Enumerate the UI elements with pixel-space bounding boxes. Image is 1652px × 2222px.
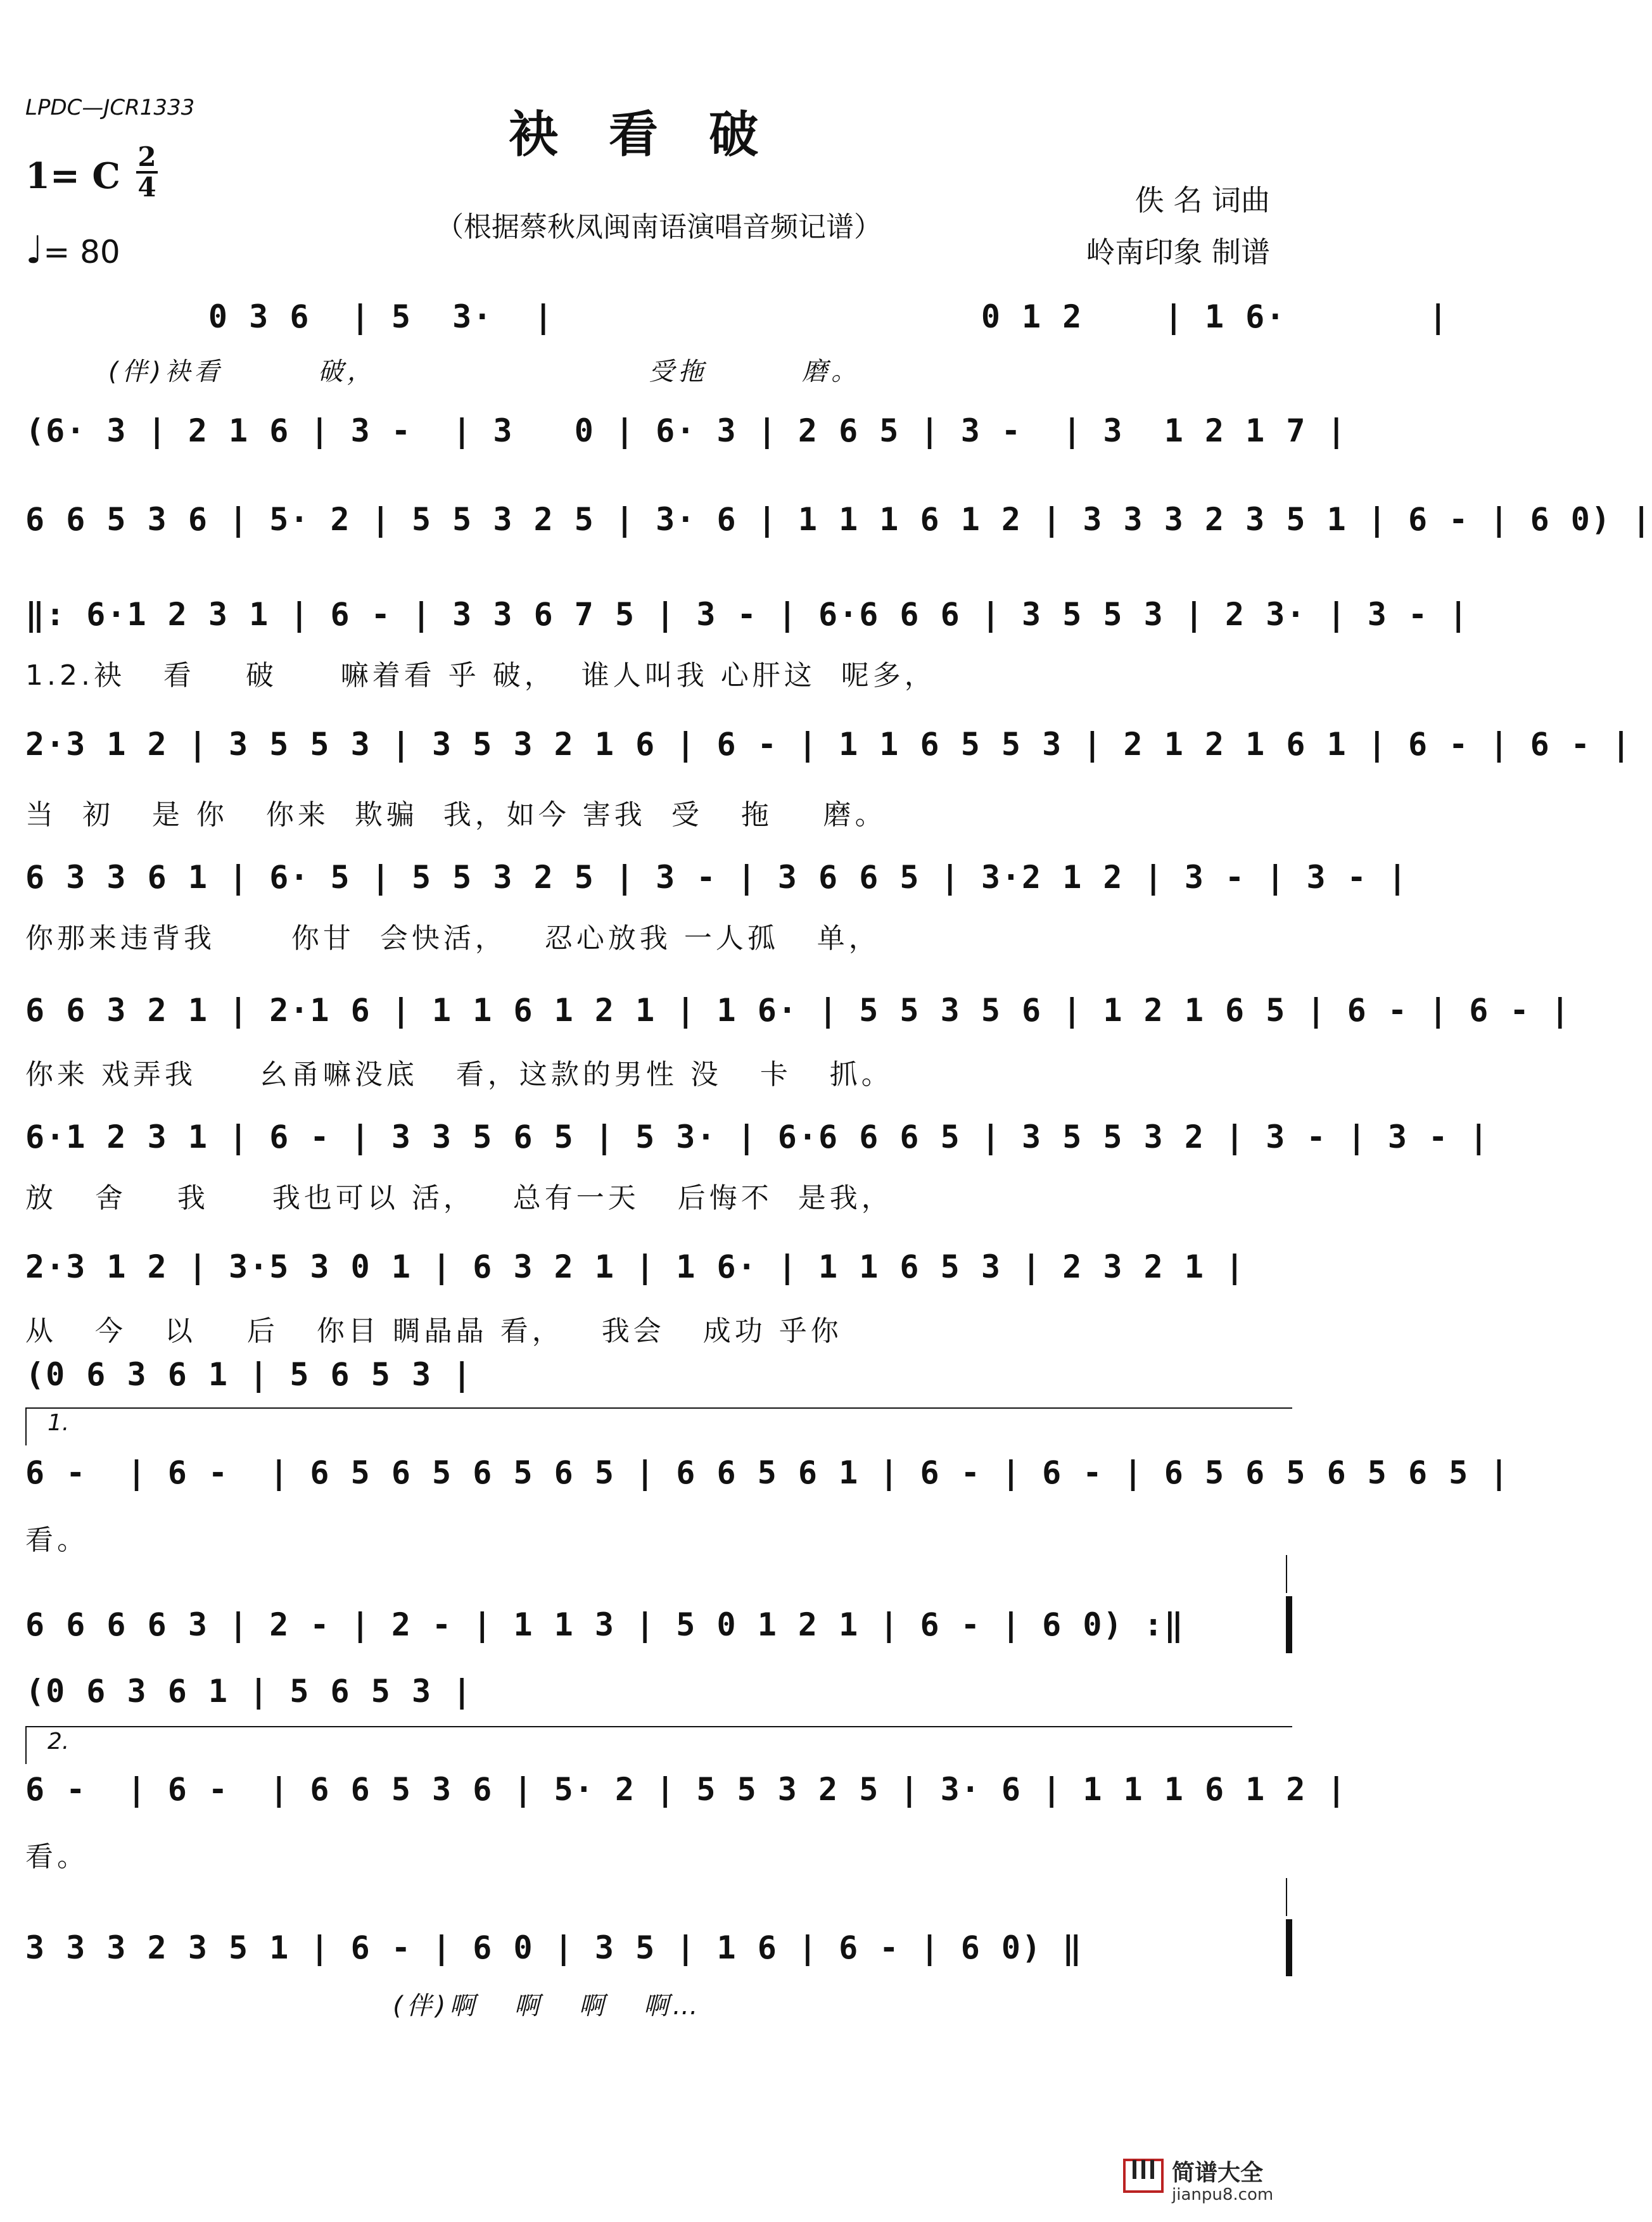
- score-row-8: 2·3 1 2 | 3·5 3 0 1 | 6 3 2 1 | 1 6· | 1 1 6 5 3 | 2 3 2 1 |: [25, 1248, 1246, 1285]
- score-row-11: 6 6 6 6 3 | 2 - | 2 - | 1 1 3 | 5 0 1 2 1 | 6 - | 6 0) :‖: [25, 1606, 1185, 1643]
- volta-2-line: [25, 1726, 1292, 1727]
- lyric-row-8: 从 今 以 后 你目 睭晶晶 看， 我会 成功 乎你: [25, 1315, 842, 1347]
- score-row-7: 6·1 2 3 1 | 6 - | 3 3 5 6 5 | 5 3· | 6·6 6 6 5 | 3 5 5 3 2 | 3 - | 3 - |: [25, 1119, 1490, 1155]
- score-row-6: 6 6 3 2 1 | 2·1 6 | 1 1 6 1 2 1 | 1 6· | 5 5 3 5 6 | 1 2 1 6 5 | 6 - | 6 - |: [25, 992, 1571, 1029]
- lyric-row-0: (伴)袂看 破， 受拖 磨。: [25, 357, 861, 386]
- score-row-3: ‖: 6·1 2 3 1 | 6 - | 3 3 6 7 5 | 3 - | 6·6 6 6 | 3 5 5 3 | 2 3· | 3 - |: [25, 596, 1470, 633]
- key-signature: 1= C: [25, 155, 120, 197]
- volta-1-bracket: [25, 1407, 27, 1445]
- lyric-row-4: 当 初 是 你 你来 欺骗 我，如今 害我 受 拖 磨。: [25, 799, 887, 831]
- volta-1-label: 1.: [48, 1410, 70, 1436]
- score-row-5: 6 3 3 6 1 | 6· 5 | 5 5 3 2 5 | 3 - | 3 6 6 5 | 3·2 1 2 | 3 - | 3 - |: [25, 859, 1408, 896]
- meter-top: 2: [137, 141, 156, 172]
- composer-credit: 佚 名 词曲: [1134, 183, 1270, 217]
- lyric-row-10: 看。: [25, 1524, 89, 1556]
- subtitle: （根据蔡秋凤闽南语演唱音频记谱）: [436, 211, 882, 243]
- piano-keys-icon: [1121, 2154, 1166, 2198]
- score-row-13: 6 - | 6 - | 6 6 5 3 6 | 5· 2 | 5 5 3 2 5 | 3· 6 | 1 1 1 6 1 2 |: [25, 1771, 1347, 1808]
- score-code: LPDC—JCR1333: [25, 95, 195, 120]
- volta-1-line: [25, 1407, 1292, 1409]
- volta-2-end-bracket: [1286, 1878, 1287, 1916]
- score-row-1: (6· 3 | 2 1 6 | 3 - | 3 0 | 6· 3 | 2 6 5 | 3 - | 3 1 2 1 7 |: [25, 412, 1347, 449]
- score-row-14: 3 3 3 2 3 5 1 | 6 - | 6 0 | 3 5 | 1 6 | 6 - | 6 0) ‖: [25, 1929, 1083, 1966]
- quarter-note-icon: ♩: [25, 228, 44, 272]
- tempo-value: = 80: [43, 234, 120, 270]
- time-signature: [136, 143, 158, 201]
- site-logo: [1121, 2147, 1311, 2217]
- lyric-row-3: 1.2.袂 看 破 嘛着看 乎 破， 谁人叫我 心肝这 呢多，: [25, 659, 936, 692]
- score-row-12: (0 6 3 6 1 | 5 6 5 3 |: [25, 1673, 473, 1710]
- repeat-end-barline: [1286, 1596, 1292, 1653]
- lyric-row-14: (伴)啊 啊 啊 啊…: [25, 1991, 702, 2021]
- score-row-0: 0 3 6 | 5 3· | 0 1 2 | 1 6· |: [25, 298, 1449, 335]
- score-row-4: 2·3 1 2 | 3 5 5 3 | 3 5 3 2 1 6 | 6 - | 1 1 6 5 5 3 | 2 1 2 1 6 1 | 6 - | 6 - |: [25, 726, 1632, 763]
- volta-2-label: 2.: [48, 1729, 70, 1755]
- volta-2-bracket: [25, 1726, 27, 1764]
- score-row-2: 6 6 5 3 6 | 5· 2 | 5 5 3 2 5 | 3· 6 | 1 1 1 6 1 2 | 3 3 3 2 3 5 1 | 6 - | 6 0) |: [25, 501, 1652, 538]
- volta-1-end-bracket: [1286, 1555, 1287, 1593]
- logo-name: 简谱大全: [1172, 2160, 1264, 2186]
- logo-url: jianpu8.com: [1172, 2185, 1274, 2204]
- arranger-credit: 岭南印象 制谱: [1086, 235, 1270, 269]
- score-row-10: 6 - | 6 - | 6 5 6 5 6 5 6 5 | 6 6 5 6 1 | 6 - | 6 - | 6 5 6 5 6 5 6 5 |: [25, 1454, 1510, 1491]
- score-row-9: (0 6 3 6 1 | 5 6 5 3 |: [25, 1356, 473, 1393]
- lyric-row-13: 看。: [25, 1841, 89, 1873]
- lyric-row-6: 你来 戏弄我 幺甬嘛没底 看，这款的男性 没 卡 抓。: [25, 1058, 893, 1091]
- lyric-row-7: 放 舍 我 我也可以 活， 总有一天 后悔不 是我，: [25, 1182, 893, 1214]
- final-barline: [1286, 1919, 1292, 1976]
- song-title: 袂看破: [508, 106, 809, 163]
- lyric-row-5: 你那来违背我 你甘 会快活， 忍心放我 一人孤 单，: [25, 922, 880, 955]
- meter-bottom: 4: [137, 172, 156, 203]
